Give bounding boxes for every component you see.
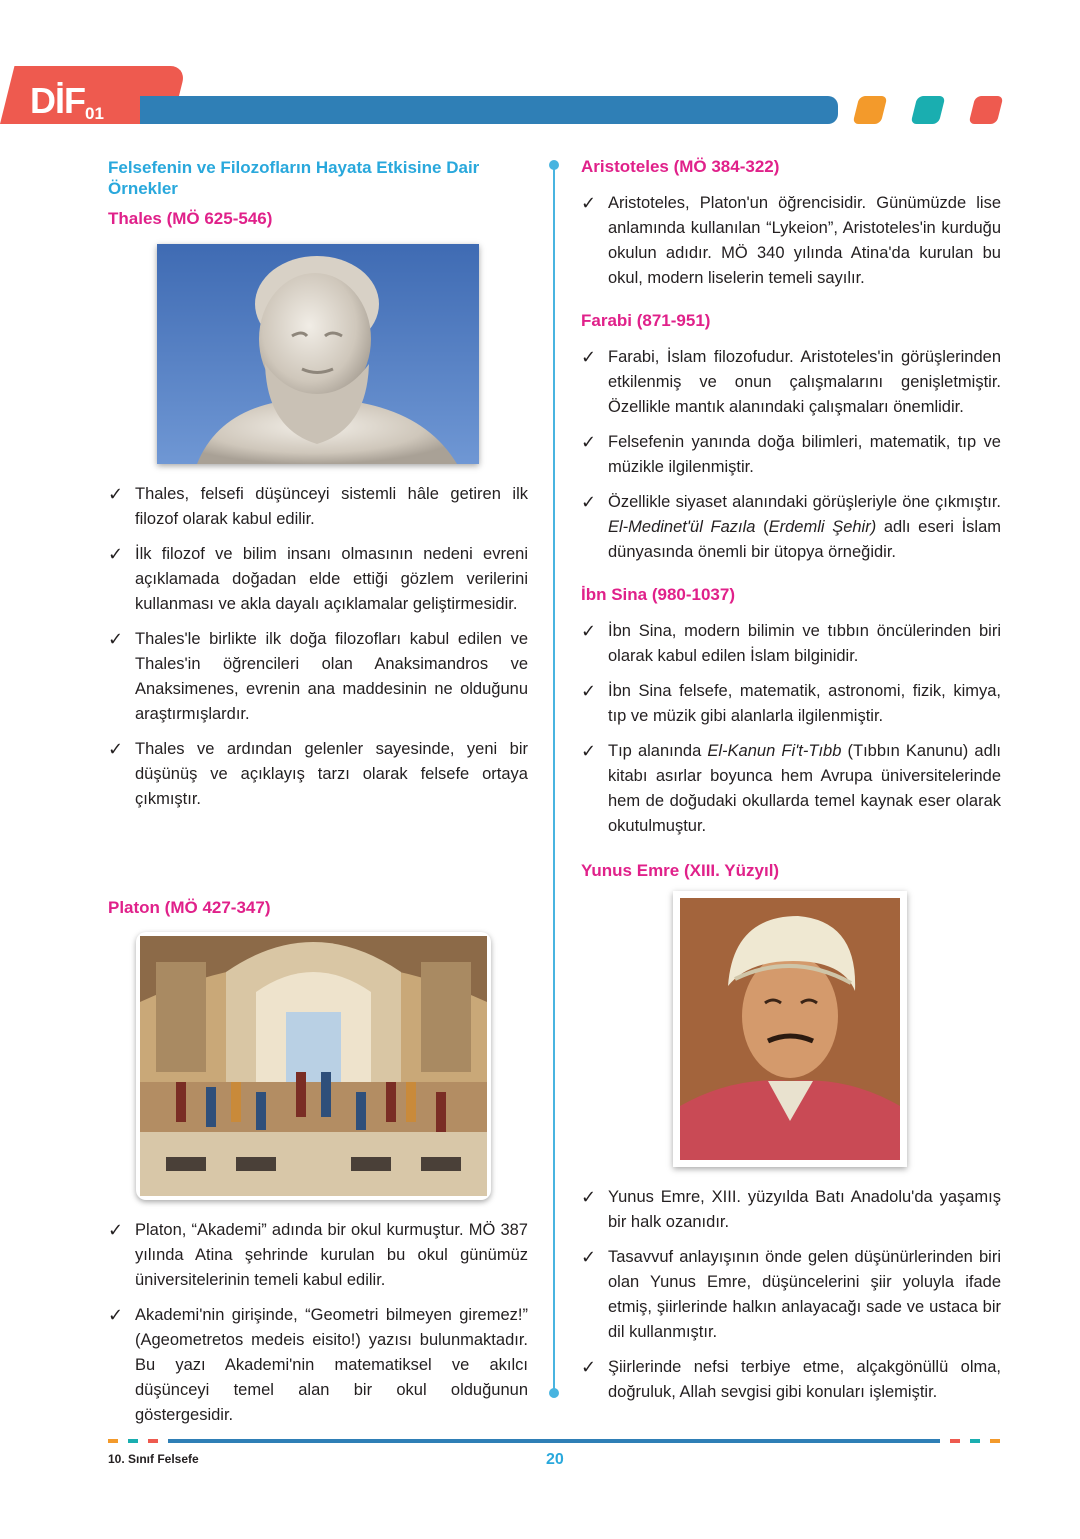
platon-title: Platon (MÖ 427-347) [108,898,271,917]
footer-dash [148,1439,158,1443]
check-icon: ✓ [108,544,124,564]
book-title: 10. Sınıf Felsefe [108,1452,199,1466]
header-square-orange [853,96,888,124]
farabi-item-2: ✓ Felsefenin yanında doğa bilimleri, matematik, tıp ve müzikle ilgilenmiştir. [581,432,1001,476]
check-icon: ✓ [581,193,597,213]
footer-dash [108,1439,118,1443]
platon-item-1: ✓ Platon, “Akademi” adında bir okul kurmuştur. MÖ 387 yılında Atina şehrinde kurulan bu okul günümüz üniversitelerinin temeli kabul edilir. [108,1220,528,1289]
check-icon: ✓ [108,629,124,649]
check-icon: ✓ [581,1187,597,1207]
school-of-athens-image [136,932,491,1200]
footer-line [168,1439,940,1443]
platon-list [108,1218,528,1428]
yunus-list [581,1185,1001,1405]
column-divider [553,163,555,1393]
aristoteles-title: Aristoteles (MÖ 384-322) [581,157,780,176]
check-icon: ✓ [581,741,597,761]
check-icon: ✓ [581,681,597,701]
check-icon: ✓ [108,1220,124,1240]
thales-item-2: ✓ İlk filozof ve bilim insanı olmasının nedeni evreni açıklamada doğadan elde ettiği gözlem verilerini kullanması ve akla dayalı açıklamalar geliştirmesidir. [108,544,528,613]
header-square-teal [911,96,946,124]
footer-dash [950,1439,960,1443]
divider-dot-top [549,160,559,170]
footer-dash [990,1439,1000,1443]
check-icon: ✓ [581,1357,597,1377]
check-icon: ✓ [581,492,597,512]
platon-item-2: ✓ Akademi'nin girişinde, “Geometri bilmeyen giremez!” (Ageometretos medeis eisito!) yazısı bulunmaktadır. Bu yazı Akademi'nin matematiksel ve akılcı düşünceyi temel alan bir okul olduğunun göstergesidir. [108,1305,528,1424]
ibnsina-item-2: ✓ İbn Sina felsefe, matematik, astronomi, fizik, kimya, tıp ve müzik gibi alanlarla ilgilenmiştir. [581,681,1001,725]
section-intro-title: Felsefenin ve Filozofların Hayata Etkisine Dair Örnekler [108,158,480,198]
check-icon: ✓ [108,1305,124,1325]
page-number: 20 [546,1451,564,1468]
thales-item-3: ✓ Thales'le birlikte ilk doğa filozofları kabul edilen ve Thales'in öğrencileri olan Anaksimandros ve Anaksimenes, evrenin ana maddesinin ne olduğunu araştırmışlardır. [108,629,528,723]
check-icon: ✓ [581,621,597,641]
check-icon: ✓ [581,432,597,452]
divider-dot-bottom [549,1388,559,1398]
farabi-item-1: ✓ Farabi, İslam filozofudur. Aristoteles'in görüşlerinden etkilenmiş ve onun çalışmalarını genişletmiştir. Özellikle mantık alanındaki çalışmaları önemlidir. [581,347,1001,416]
farabi-item-3: ✓ Özellikle siyaset alanındaki görüşleriyle öne çıkmıştır. El-Medinet'ül Fazıla (Erdemli Şehir) adlı eseri İslam dünyasında önemli bir ütopya örneğidir. [581,492,1001,561]
check-icon: ✓ [581,347,597,367]
yunus-item-1: ✓ Yunus Emre, XIII. yüzyılda Batı Anadolu'da yaşamış bir halk ozanıdır. [581,1187,1001,1231]
ibnsina-title: İbn Sina (980-1037) [581,585,736,604]
yunus-item-2: ✓ Tasavvuf anlayışının önde gelen düşünürlerinden biri olan Yunus Emre, düşüncelerini şiir yoluyla ifade etmiş, şiirlerinde halkın anlayacağı sade ve ustaca bir dil kullanmıştır. [581,1247,1001,1341]
thales-statue-image [157,244,479,464]
header-bar [140,96,838,124]
thales-item-4: ✓ Thales ve ardından gelenler sayesinde, yeni bir düşünüş ve açıklayış tarzı olarak felsefe ortaya çıkmıştır. [108,739,528,808]
thales-item-1: ✓ Thales, felsefi düşünceyi sistemli hâle getiren ilk filozof olarak kabul edilir. [108,484,528,528]
yunus-item-3: ✓ Şiirlerinde nefsi terbiye etme, alçakgönüllü olma, doğruluk, Allah sevgisi gibi konuları işlemiştir. [581,1357,1001,1401]
aristoteles-item-1: ✓ Aristoteles, Platon'un öğrencisidir. Günümüzde lise anlamında kullanılan “Lykeion”, Aristoteles'in kurduğu okulun adıdır. MÖ 340 yılında Atina'da kurulan bu okul, modern liselerin temeli sayılır. [581,193,1001,287]
ibnsina-item-1: ✓ İbn Sina, modern bilimin ve tıbbın öncülerinden biri olarak kabul edilen İslam bilginidir. [581,621,1001,665]
footer-dash [970,1439,980,1443]
thales-list [108,482,528,812]
check-icon: ✓ [108,484,124,504]
brand-logo: $DİF_{01}$ [30,80,104,124]
check-icon: ✓ [581,1247,597,1267]
farabi-title: Farabi (871-951) [581,311,711,330]
yunus-title: Yunus Emre (XIII. Yüzyıl) [581,861,780,880]
right-column [581,157,1001,839]
yunus-emre-portrait [673,891,907,1167]
left-column [108,157,528,229]
page-header [0,0,1080,140]
header-square-red [969,96,1004,124]
check-icon: ✓ [108,739,124,759]
thales-title: Thales (MÖ 625-546) [108,209,273,228]
footer-dash [128,1439,138,1443]
ibnsina-item-3: ✓ Tıp alanında El-Kanun Fi't-Tıbb (Tıbbın Kanunu) adlı kitabı asırlar boyunca hem Avrupa üniversitelerinde hem de doğudaki okullarda temel kaynak eser olarak okutulmuştur. [581,741,1002,835]
